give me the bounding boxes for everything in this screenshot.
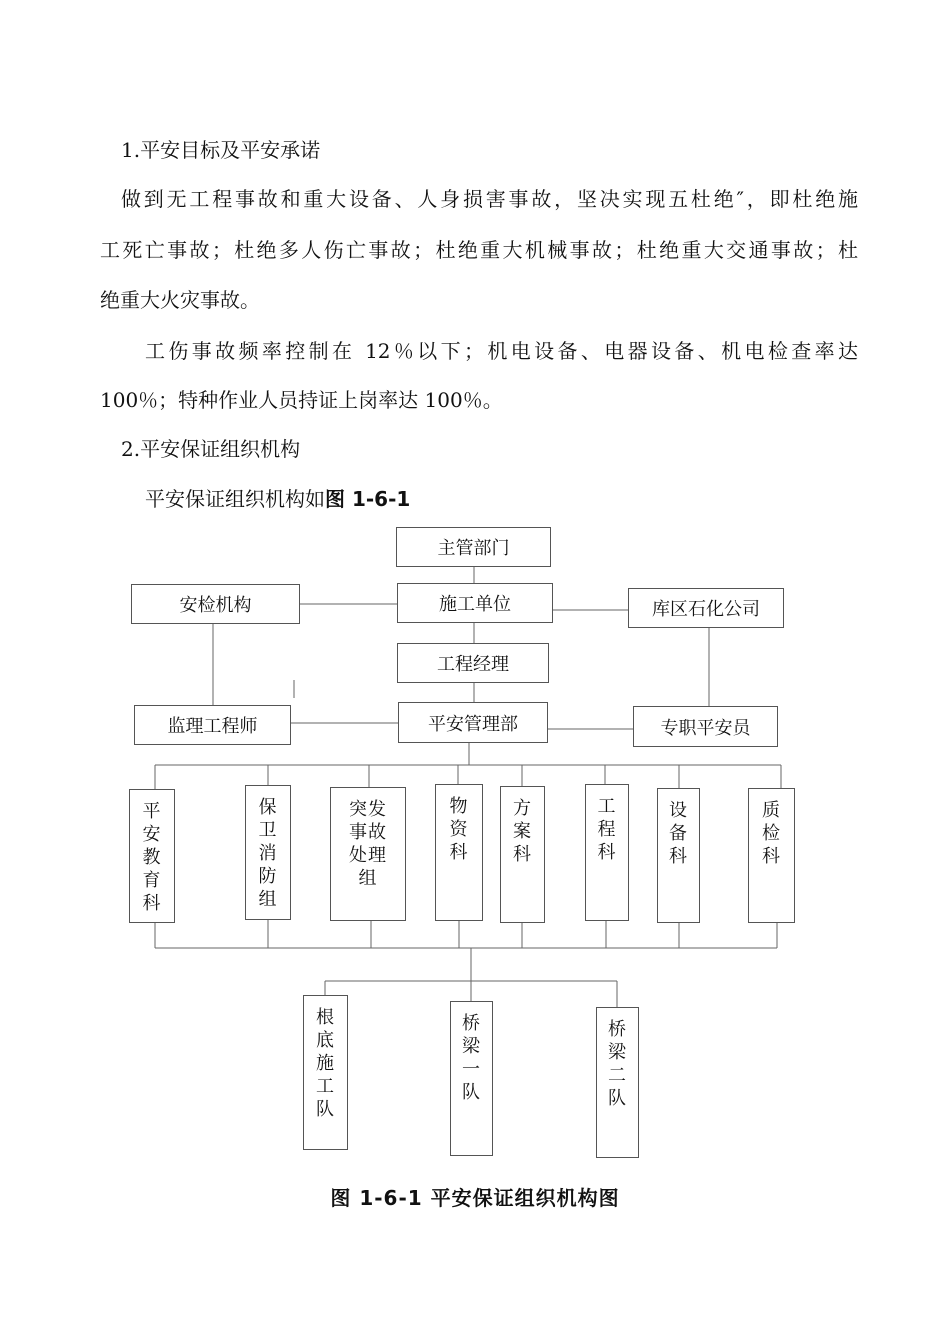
heading-safety-goals: 1.平安目标及平安承诺 — [121, 138, 321, 162]
org-box-safety-officer: 专职平安员 — [633, 706, 778, 747]
org-box-team-bridge-2 — [596, 1007, 639, 1158]
org-box-section-safety-education — [129, 789, 175, 923]
figure-reference: 图 1-6-1 — [325, 487, 411, 511]
section-label: 平 安 教 育 科 — [142, 801, 162, 914]
team-label: 根 底 施 工 队 — [316, 1007, 335, 1120]
org-box-project-manager: 工程经理 — [397, 643, 549, 683]
org-box-section-quality — [748, 788, 795, 923]
org-box-section-emergency — [330, 787, 406, 921]
org-box-team-foundation — [303, 995, 348, 1150]
section-label: 突发 事故 处理 组 — [349, 799, 387, 889]
paragraph-1-line-2: 工死亡事故；杜绝多人伤亡事故；杜绝重大机械事故；杜绝重大交通事故；杜 — [100, 238, 858, 262]
org-box-section-security-fire — [245, 785, 291, 920]
paragraph-2-line-1: 工伤事故频率控制在 12％以下；机电设备、电器设备、机电检查率达 — [145, 339, 858, 363]
org-box-supervisor: 监理工程师 — [134, 705, 291, 745]
org-box-safety-dept: 平安管理部 — [398, 702, 548, 743]
org-box-section-plans — [500, 786, 545, 923]
section-label: 质 检 科 — [762, 800, 781, 867]
section-label: 设 备 科 — [669, 800, 688, 867]
org-box-section-materials — [435, 784, 483, 921]
paragraph-1-line-3: 绝重大火灾事故。 — [100, 288, 260, 312]
team-label: 桥 梁 一 队 — [462, 1013, 481, 1103]
org-box-section-engineering — [585, 784, 629, 921]
org-box-main-dept: 主管部门 — [396, 527, 551, 567]
org-box-safety-inspection: 安检机构 — [131, 584, 300, 624]
section-label: 物 资 科 — [449, 796, 469, 863]
section-label: 方 案 科 — [513, 798, 532, 865]
figure-caption: 图 1-6-1 平安保证组织机构图 — [330, 1186, 620, 1210]
section-label: 工 程 科 — [597, 796, 617, 863]
org-intro-text: 平安保证组织机构如 — [145, 487, 325, 511]
org-box-contractor: 施工单位 — [397, 583, 553, 623]
org-box-team-bridge-1 — [450, 1001, 493, 1156]
paragraph-1-line-1: 做到无工程事故和重大设备、人身损害事故，坚决实现五杜绝″，即杜绝施 — [121, 187, 858, 211]
org-box-section-equipment — [657, 788, 700, 923]
paragraph-2-line-2: 100％；特种作业人员持证上岗率达 100％。 — [100, 388, 503, 412]
org-box-petrochem: 库区石化公司 — [628, 588, 784, 628]
section-label: 保 卫 消 防 组 — [258, 797, 278, 910]
heading-org-structure: 2.平安保证组织机构 — [121, 437, 301, 461]
team-label: 桥 梁 二 队 — [608, 1019, 627, 1109]
